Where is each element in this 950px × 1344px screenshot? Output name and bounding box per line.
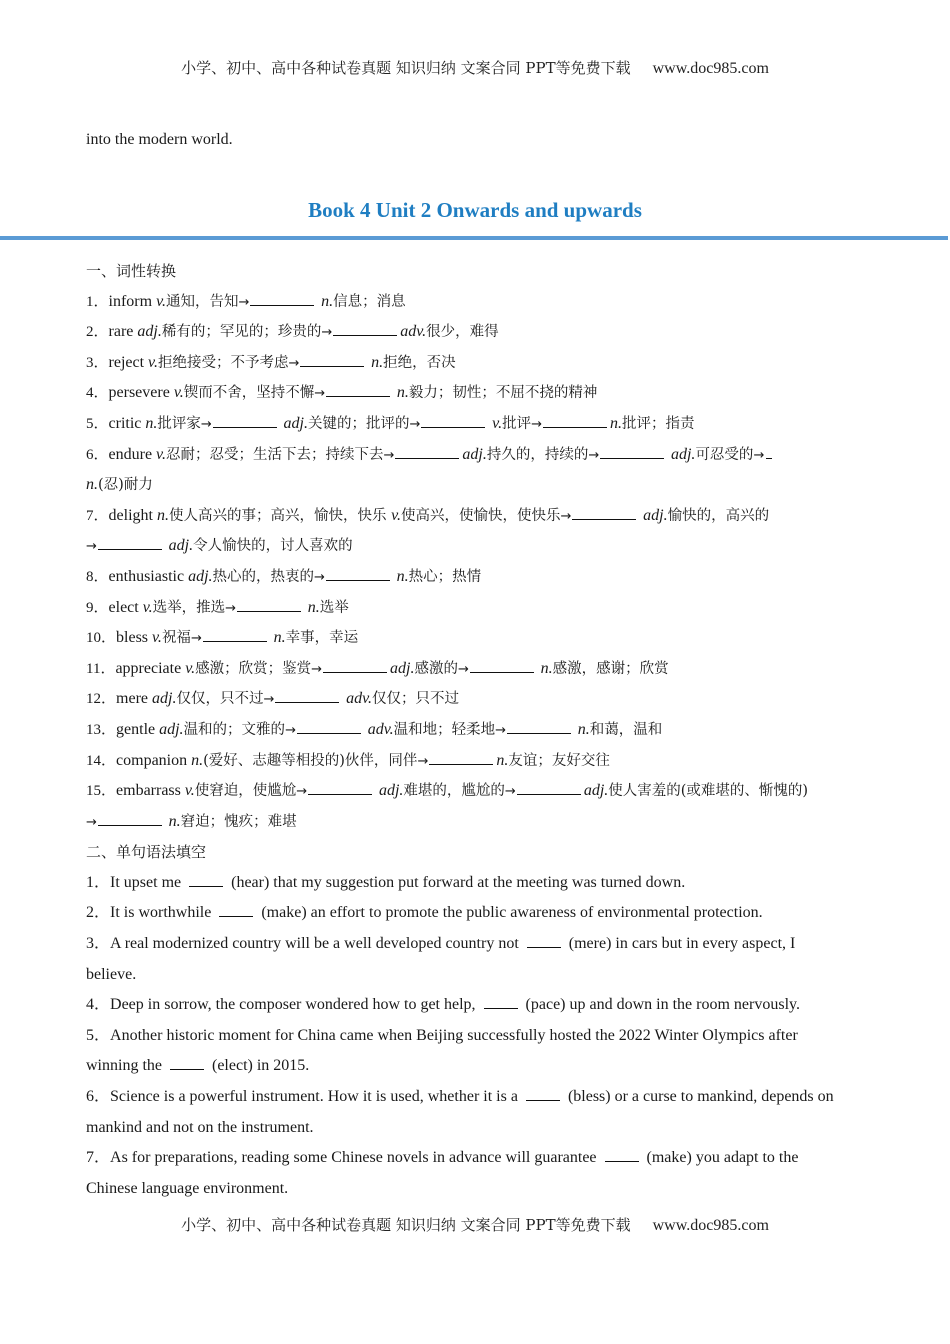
answer-blank[interactable] bbox=[98, 811, 162, 826]
part-of-speech: n. bbox=[168, 812, 181, 830]
item-number: 4． bbox=[86, 385, 109, 402]
part-of-speech: adj. bbox=[390, 659, 415, 677]
meaning: 批评；指责 bbox=[621, 415, 695, 432]
headword: persevere bbox=[108, 384, 174, 402]
meaning: 难堪的，尴尬的 bbox=[403, 783, 505, 800]
part-of-speech: v. bbox=[142, 598, 153, 616]
sentence-text: (elect) in 2015. bbox=[208, 1057, 310, 1075]
arrow-icon: → bbox=[504, 784, 516, 800]
meaning: (爱好、志趣等相投的)伙伴，同伴 bbox=[203, 752, 418, 769]
sentence-text: It upset me bbox=[110, 873, 186, 891]
item-number: 8． bbox=[86, 568, 109, 585]
part-of-speech: n. bbox=[307, 598, 320, 616]
answer-blank[interactable] bbox=[323, 658, 387, 673]
arrow-icon: → bbox=[588, 447, 600, 463]
part-of-speech: n. bbox=[371, 353, 384, 371]
arrow-icon: → bbox=[417, 753, 429, 769]
meaning: 拒绝接受；不予考虑 bbox=[157, 354, 289, 371]
word-form-item-6 bbox=[86, 440, 864, 471]
word-form-item-13 bbox=[86, 715, 864, 746]
answer-blank[interactable] bbox=[203, 627, 267, 642]
sentence-text: (pace) up and down in the room nervously. bbox=[521, 996, 800, 1014]
arrow-icon: → bbox=[200, 416, 212, 432]
item-number: 5． bbox=[86, 415, 109, 432]
word-form-item-9 bbox=[86, 593, 864, 624]
answer-blank[interactable] bbox=[189, 872, 223, 887]
worksheet-content bbox=[86, 256, 864, 1204]
part-of-speech: n. bbox=[156, 506, 169, 524]
arrow-icon: → bbox=[238, 294, 250, 310]
word-form-item-7 bbox=[86, 501, 864, 532]
sentence-text: Deep in sorrow, the composer wondered how to get help, bbox=[110, 996, 480, 1014]
meaning: 拒绝，否决 bbox=[383, 354, 456, 371]
meaning: (忍)耐力 bbox=[98, 477, 153, 494]
arrow-icon: → bbox=[457, 661, 469, 677]
answer-blank[interactable] bbox=[766, 444, 772, 459]
word-form-item-12 bbox=[86, 684, 864, 715]
meaning: 令人愉快的，讨人喜欢的 bbox=[193, 538, 353, 555]
headword: critic bbox=[108, 414, 146, 432]
item-number: 6． bbox=[86, 1088, 111, 1106]
meaning: 批评家 bbox=[157, 415, 201, 432]
answer-blank[interactable] bbox=[421, 413, 485, 428]
part-of-speech: n. bbox=[145, 414, 158, 432]
word-form-item-10 bbox=[86, 623, 864, 654]
item-number: 12． bbox=[86, 691, 117, 708]
sentence-text: winning the bbox=[86, 1057, 166, 1075]
part-of-speech: adj. bbox=[188, 567, 213, 585]
sentence-text: (make) an effort to promote the public awareness of environmental protection. bbox=[257, 904, 763, 922]
part-of-speech: n. bbox=[273, 629, 286, 647]
title-divider bbox=[0, 236, 948, 240]
answer-blank[interactable] bbox=[517, 780, 581, 795]
headword: mere bbox=[116, 690, 152, 708]
item-number: 13． bbox=[86, 721, 117, 738]
grammar-item-2 bbox=[86, 898, 864, 929]
part-of-speech: n. bbox=[396, 384, 409, 402]
part-of-speech: adj. bbox=[583, 782, 609, 800]
meaning: 愉快的，高兴的 bbox=[667, 507, 770, 524]
answer-blank[interactable] bbox=[213, 413, 277, 428]
item-number: 2． bbox=[86, 904, 111, 922]
part-of-speech: v. bbox=[148, 353, 158, 371]
arrow-icon: → bbox=[560, 508, 572, 524]
headword: delight bbox=[108, 506, 157, 524]
headword: gentle bbox=[116, 720, 160, 738]
item-number: 5． bbox=[86, 1026, 111, 1044]
answer-blank[interactable] bbox=[237, 597, 301, 612]
answer-blank[interactable] bbox=[170, 1055, 204, 1070]
sentence-text: (bless) or a curse to mankind, depends on bbox=[563, 1088, 834, 1106]
part-of-speech: n. bbox=[609, 414, 622, 432]
meaning: 热心的，热衷的 bbox=[212, 568, 315, 585]
grammar-item-5-cont bbox=[86, 1051, 864, 1082]
answer-blank[interactable] bbox=[308, 780, 372, 795]
sentence-text: It is worthwhile bbox=[110, 904, 216, 922]
arrow-icon: → bbox=[190, 631, 202, 647]
answer-blank[interactable] bbox=[395, 444, 459, 459]
part-of-speech: n. bbox=[86, 476, 98, 494]
part-of-speech: adj. bbox=[378, 782, 404, 800]
footer-url[interactable]: www.doc985.com bbox=[652, 1217, 769, 1234]
sentence-text: A real modernized country will be a well developed country not bbox=[110, 935, 523, 953]
part-of-speech: adj. bbox=[168, 537, 194, 555]
meaning: 可忍受的 bbox=[695, 446, 754, 463]
meaning: 幸事，幸运 bbox=[285, 630, 359, 647]
headword: inform bbox=[108, 292, 157, 310]
headword: bless bbox=[116, 629, 153, 647]
arrow-icon: → bbox=[288, 355, 300, 371]
arrow-icon: → bbox=[383, 447, 395, 463]
part-of-speech: adj. bbox=[670, 445, 696, 463]
sentence-text: (hear) that my suggestion put forward at the meeting was turned down. bbox=[227, 873, 686, 891]
part-of-speech: adj. bbox=[159, 720, 184, 738]
meaning: 窘迫；愧疚；难堪 bbox=[180, 813, 297, 830]
meaning: 温和地；轻柔地 bbox=[393, 721, 496, 738]
part-of-speech: v. bbox=[391, 506, 401, 524]
headword: embarrass bbox=[116, 782, 185, 800]
item-number: 1． bbox=[86, 293, 109, 310]
part-of-speech: v. bbox=[185, 659, 196, 677]
grammar-item-1 bbox=[86, 868, 864, 899]
meaning: 持久的，持续的 bbox=[486, 446, 589, 463]
grammar-item-6 bbox=[86, 1082, 864, 1113]
word-form-item-1 bbox=[86, 287, 864, 318]
part-of-speech: n. bbox=[191, 751, 204, 769]
meaning: 信息；消息 bbox=[333, 293, 406, 310]
item-number: 15． bbox=[86, 783, 117, 800]
item-number: 3． bbox=[86, 354, 109, 371]
item-number: 11． bbox=[86, 660, 116, 677]
sentence-text: (make) you adapt to the bbox=[642, 1149, 799, 1167]
word-form-item-8 bbox=[86, 562, 864, 593]
footer-text: 小学、初中、高中各种试卷真题 知识归纳 文案合同 PPT等免费下载 bbox=[181, 1216, 631, 1234]
grammar-item-7 bbox=[86, 1143, 864, 1174]
sentence-text: Another historic moment for China came when Beijing successfully hosted the 2022 Winter Olympics after bbox=[110, 1026, 798, 1044]
carryover-text: into the modern world. bbox=[86, 131, 233, 148]
part-of-speech: adj. bbox=[137, 323, 162, 341]
word-form-item-2 bbox=[86, 317, 864, 348]
headword: companion bbox=[116, 751, 192, 769]
headword: enthusiastic bbox=[108, 567, 189, 585]
page-footer bbox=[0, 1214, 950, 1235]
answer-blank[interactable] bbox=[600, 444, 664, 459]
answer-blank[interactable] bbox=[605, 1147, 639, 1162]
arrow-icon: → bbox=[86, 539, 97, 555]
word-form-item-3 bbox=[86, 348, 864, 379]
answer-blank[interactable] bbox=[297, 719, 361, 734]
answer-blank[interactable] bbox=[526, 1086, 560, 1101]
part-of-speech: adv. bbox=[400, 323, 427, 341]
word-form-item-15-cont bbox=[86, 807, 864, 838]
sentence-text: Chinese language environment. bbox=[86, 1179, 289, 1197]
part-of-speech: v. bbox=[173, 384, 184, 402]
headword: rare bbox=[108, 323, 138, 341]
answer-blank[interactable] bbox=[484, 994, 518, 1009]
arrow-icon: → bbox=[263, 692, 275, 708]
part-of-speech: adj. bbox=[643, 506, 668, 524]
item-number: 7． bbox=[86, 1149, 111, 1167]
section-heading-grammar-fill: 二、单句语法填空 bbox=[86, 843, 207, 862]
answer-blank[interactable] bbox=[333, 321, 397, 336]
page-title: Book 4 Unit 2 Onwards and upwards bbox=[308, 198, 642, 222]
meaning: 和蔼，温和 bbox=[589, 721, 663, 738]
grammar-item-6-cont bbox=[86, 1113, 864, 1144]
grammar-item-7-cont bbox=[86, 1174, 864, 1205]
meaning: 锲而不舍，坚持不懈 bbox=[183, 385, 315, 402]
item-number: 10． bbox=[86, 630, 117, 647]
part-of-speech: n. bbox=[540, 659, 553, 677]
answer-blank[interactable] bbox=[527, 933, 561, 948]
answer-blank[interactable] bbox=[275, 688, 339, 703]
answer-blank[interactable] bbox=[326, 566, 390, 581]
word-form-item-4 bbox=[86, 378, 864, 409]
item-number: 7． bbox=[86, 507, 109, 524]
answer-blank[interactable] bbox=[543, 413, 607, 428]
sentence-text: As for preparations, reading some Chinese novels in advance will guarantee bbox=[110, 1149, 601, 1167]
arrow-icon: → bbox=[296, 784, 308, 800]
part-of-speech: adj. bbox=[152, 690, 177, 708]
meaning: 选举，推选 bbox=[152, 599, 226, 616]
header-text: 小学、初中、高中各种试卷真题 知识归纳 文案合同 PPT等免费下载 bbox=[181, 59, 631, 77]
meaning: 选举 bbox=[319, 599, 349, 616]
meaning: 使人高兴的事；高兴，愉快，快乐 bbox=[168, 507, 392, 524]
part-of-speech: v. bbox=[152, 629, 162, 647]
meaning: 感激；欣赏；鉴赏 bbox=[195, 660, 312, 677]
part-of-speech: v. bbox=[184, 782, 195, 800]
part-of-speech: adj. bbox=[462, 445, 487, 463]
meaning: 稀有的；罕见的；珍贵的 bbox=[161, 324, 322, 341]
answer-blank[interactable] bbox=[572, 505, 636, 520]
arrow-icon: → bbox=[314, 569, 325, 585]
meaning: 批评 bbox=[502, 415, 532, 432]
meaning: 友谊；友好交往 bbox=[508, 752, 610, 769]
headword: endure bbox=[108, 445, 157, 463]
answer-blank[interactable] bbox=[98, 535, 162, 550]
sentence-text: Science is a powerful instrument. How it is used, whether it is a bbox=[110, 1088, 522, 1106]
arrow-icon: → bbox=[531, 416, 542, 432]
meaning: 通知，告知 bbox=[165, 293, 239, 310]
meaning: 感激的 bbox=[414, 660, 458, 677]
meaning: 热心；热情 bbox=[408, 568, 482, 585]
headword: elect bbox=[108, 598, 143, 616]
arrow-icon: → bbox=[225, 600, 237, 616]
item-number: 2． bbox=[86, 324, 109, 341]
word-form-item-6-cont bbox=[86, 470, 864, 501]
arrow-icon: → bbox=[495, 722, 507, 738]
meaning: 使高兴，使愉快，使快乐 bbox=[400, 507, 561, 524]
header-url[interactable]: www.doc985.com bbox=[652, 60, 769, 77]
word-form-item-14 bbox=[86, 746, 864, 777]
arrow-icon: → bbox=[753, 447, 765, 463]
answer-blank[interactable] bbox=[250, 291, 314, 306]
arrow-icon: → bbox=[285, 722, 296, 738]
grammar-item-3-cont bbox=[86, 960, 864, 991]
grammar-item-3 bbox=[86, 929, 864, 960]
meaning: 仅仅，只不过 bbox=[176, 691, 264, 708]
part-of-speech: v. bbox=[156, 445, 166, 463]
meaning: 感激，感谢；欣赏 bbox=[552, 660, 669, 677]
part-of-speech: n. bbox=[396, 567, 409, 585]
answer-blank[interactable] bbox=[300, 352, 364, 367]
part-of-speech: adv. bbox=[346, 690, 373, 708]
item-number: 3． bbox=[86, 935, 111, 953]
page-header bbox=[0, 57, 950, 78]
grammar-item-4 bbox=[86, 990, 864, 1021]
word-form-item-7-cont bbox=[86, 531, 864, 562]
word-form-item-11 bbox=[86, 654, 864, 685]
meaning: 祝福 bbox=[161, 630, 191, 647]
meaning: 使人害羞的(或难堪的、惭愧的) bbox=[608, 783, 809, 800]
part-of-speech: n. bbox=[496, 751, 509, 769]
meaning: 仅仅；只不过 bbox=[372, 691, 460, 708]
part-of-speech: v. bbox=[156, 292, 166, 310]
part-of-speech: n. bbox=[321, 292, 334, 310]
arrow-icon: → bbox=[311, 661, 323, 677]
sentence-text: mankind and not on the instrument. bbox=[86, 1118, 314, 1136]
arrow-icon: → bbox=[314, 386, 326, 402]
sentence-text: believe. bbox=[86, 965, 137, 983]
meaning: 使窘迫，使尴尬 bbox=[194, 783, 297, 800]
item-number: 14． bbox=[86, 752, 117, 769]
part-of-speech: adj. bbox=[283, 414, 308, 432]
answer-blank[interactable] bbox=[326, 382, 390, 397]
meaning: 很少，难得 bbox=[426, 324, 499, 341]
arrow-icon: → bbox=[409, 416, 421, 432]
arrow-icon: → bbox=[321, 325, 333, 341]
meaning: 关键的；批评的 bbox=[308, 415, 410, 432]
headword: appreciate bbox=[115, 659, 186, 677]
item-number: 9． bbox=[86, 599, 109, 616]
answer-blank[interactable] bbox=[429, 750, 493, 765]
arrow-icon: → bbox=[86, 814, 97, 830]
answer-blank[interactable] bbox=[507, 719, 571, 734]
sentence-text: (mere) in cars but in every aspect, I bbox=[564, 935, 796, 953]
part-of-speech: adv. bbox=[367, 720, 394, 738]
item-number: 6． bbox=[86, 446, 109, 463]
meaning: 忍耐；忍受；生活下去；持续下去 bbox=[165, 446, 384, 463]
answer-blank[interactable] bbox=[470, 658, 534, 673]
word-form-item-15 bbox=[86, 776, 864, 807]
item-number: 1． bbox=[86, 873, 111, 891]
item-number: 4． bbox=[86, 996, 111, 1014]
part-of-speech: v. bbox=[492, 414, 503, 432]
section-heading-word-forms: 一、词性转换 bbox=[86, 262, 177, 280]
answer-blank[interactable] bbox=[219, 902, 253, 917]
word-form-item-5 bbox=[86, 409, 864, 440]
grammar-item-5 bbox=[86, 1021, 864, 1052]
meaning: 毅力；韧性；不屈不挠的精神 bbox=[408, 385, 598, 402]
part-of-speech: n. bbox=[577, 720, 590, 738]
meaning: 温和的；文雅的 bbox=[183, 721, 286, 738]
headword: reject bbox=[108, 353, 149, 371]
